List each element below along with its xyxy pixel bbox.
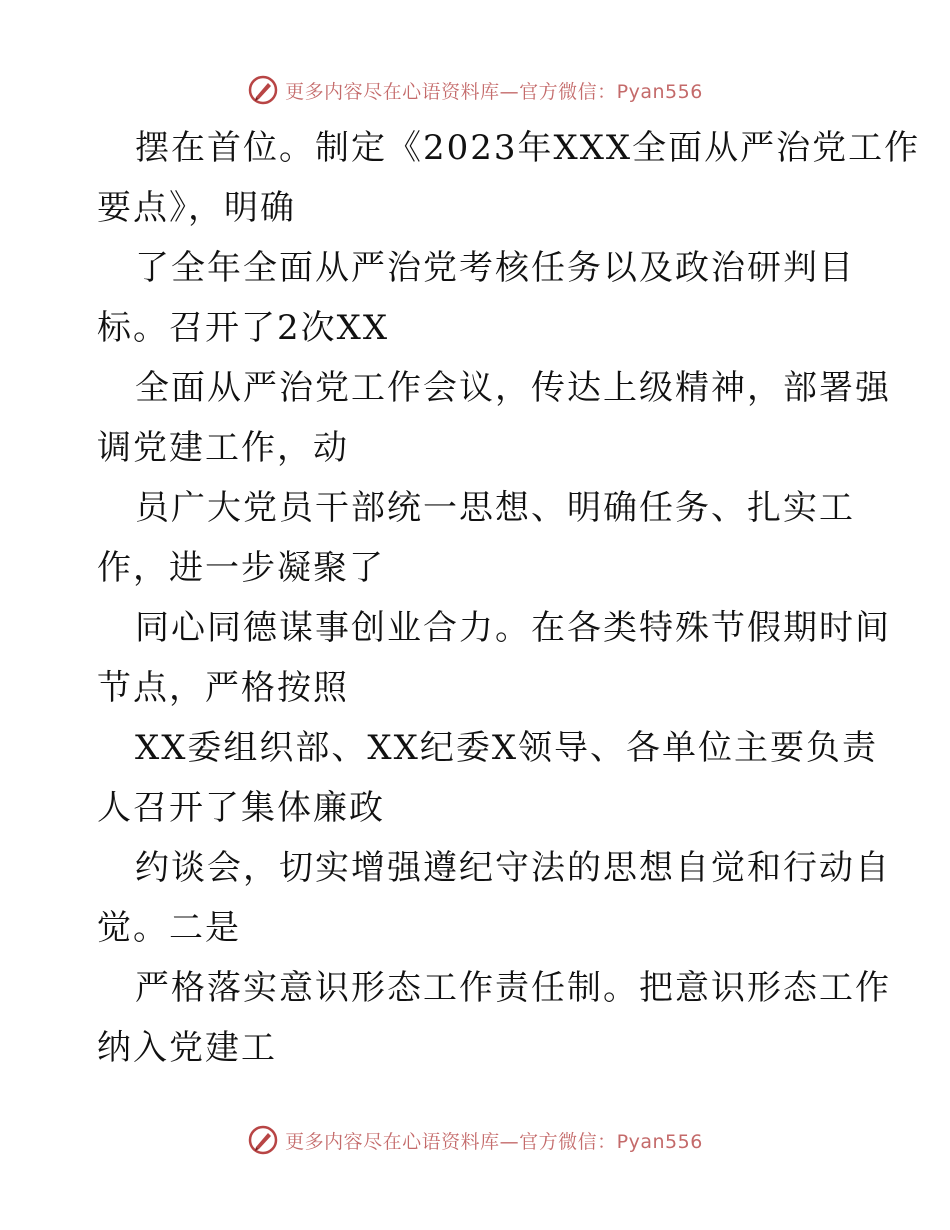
- body-line: 同心同德谋事创业合力。在各类特殊节假期时间: [135, 608, 891, 648]
- body-line: XX委组织部、XX纪委X领导、各单位主要负责: [135, 728, 879, 768]
- footer-watermark-text: 更多内容尽在心语资料库—官方微信：Pyan556: [285, 1130, 703, 1153]
- pen-logo-icon: [247, 1124, 279, 1156]
- body-line: 作，进一步凝聚了: [97, 548, 385, 588]
- body-line: 要点》，明确: [97, 188, 296, 228]
- body-line: 标。召开了2次XX: [97, 308, 390, 348]
- body-line: 摆在首位。制定《2023年XXX全面从严治党工作: [135, 128, 921, 168]
- body-line: 调党建工作，动: [97, 428, 349, 468]
- header-watermark-text: 更多内容尽在心语资料库—官方微信：Pyan556: [285, 80, 703, 103]
- body-line: 觉。二是: [97, 908, 241, 948]
- body-line: 员广大党员干部统一思想、明确任务、扎实工: [135, 488, 855, 528]
- body-line: 了全年全面从严治党考核任务以及政治研判目: [135, 248, 855, 288]
- body-line: 约谈会，切实增强遵纪守法的思想自觉和行动自: [135, 848, 891, 888]
- body-line: 纳入党建工: [97, 1028, 277, 1068]
- pen-logo-icon: [247, 74, 279, 106]
- body-line: 人召开了集体廉政: [97, 788, 385, 828]
- body-line: 严格落实意识形态工作责任制。把意识形态工作: [135, 968, 891, 1008]
- body-line: 全面从严治党工作会议，传达上级精神，部署强: [135, 368, 891, 408]
- footer-watermark: [0, 1120, 950, 1160]
- header-watermark: [0, 70, 950, 110]
- body-line: 节点，严格按照: [97, 668, 349, 708]
- document-body: [97, 118, 921, 1078]
